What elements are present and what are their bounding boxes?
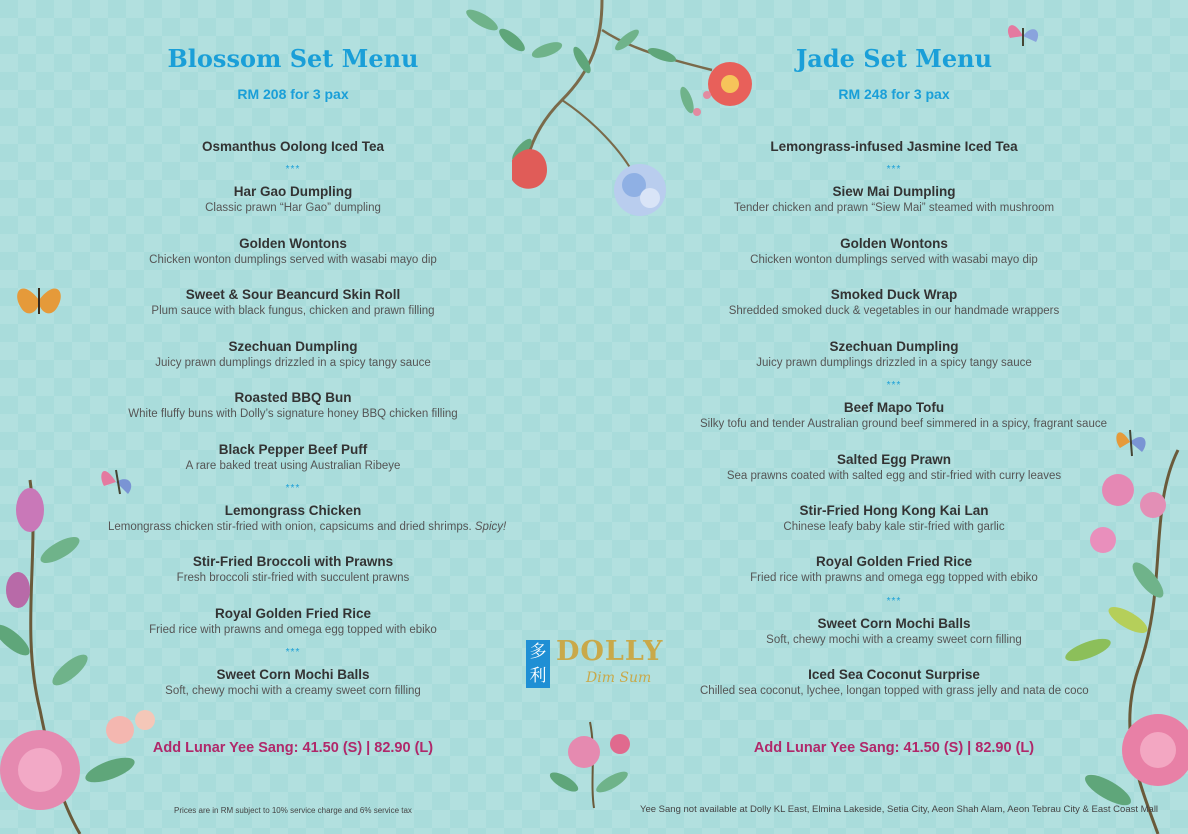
logo-subtitle: Dim Sum [586, 670, 652, 686]
menu-item [108, 235, 478, 268]
menu-item [700, 399, 1107, 432]
item-desc: Juicy prawn dumplings drizzled in a spicy tangy sauce [155, 357, 431, 369]
item-name: Royal Golden Fried Rice [815, 554, 973, 569]
set-title: Blossom Set Menu [167, 44, 419, 73]
yee-sang-addon: Add Lunar Yee Sang: 41.50 (S) | 82.90 (L) [753, 740, 1035, 756]
item-name: Lemongrass-infused Jasmine Iced Tea [770, 139, 1018, 154]
item-name: Smoked Duck Wrap [830, 287, 958, 302]
menu-item [700, 235, 1088, 268]
menu-item [108, 286, 478, 319]
item-name: Golden Wontons [239, 236, 347, 251]
item-desc: Chicken wonton dumplings served with wasabi mayo dip [750, 254, 1038, 266]
item-desc: Classic prawn “Har Gao” dumpling [205, 202, 381, 214]
menu-item [108, 553, 478, 586]
item-name: Stir-Fried Hong Kong Kai Lan [799, 503, 989, 518]
separator: *** [285, 483, 301, 494]
separator: *** [886, 380, 902, 391]
item-name: Osmanthus Oolong Iced Tea [201, 139, 385, 154]
item-desc: Juicy prawn dumplings drizzled in a spicy tangy sauce [756, 357, 1032, 369]
item-name: Lemongrass Chicken [224, 503, 362, 518]
item-desc-text: Lemongrass chicken stir-fried with onion, capsicums and dried shrimps. [108, 521, 472, 533]
bottom-center-floral-icon [550, 712, 638, 808]
logo-wordmark: DOLLY [556, 636, 664, 667]
item-name: Sweet Corn Mochi Balls [817, 616, 971, 631]
item-desc: Shredded smoked duck & vegetables in our handmade wrappers [728, 305, 1060, 317]
menu-item [108, 389, 478, 422]
item-desc: A rare baked treat using Australian Ribeye [185, 460, 401, 472]
item-name: Golden Wontons [840, 236, 948, 251]
menu-drink [700, 138, 1088, 155]
item-name: Sweet Corn Mochi Balls [216, 667, 370, 682]
item-desc: Soft, chewy mochi with a creamy sweet corn filling [165, 685, 421, 697]
menu-item [700, 666, 1088, 699]
yee-sang-addon: Add Lunar Yee Sang: 41.50 (S) | 82.90 (L) [152, 740, 434, 756]
item-desc: Tender chicken and prawn “Siew Mai” steamed with mushroom [733, 202, 1055, 214]
item-desc: Silky tofu and tender Australian ground beef simmered in a spicy, fragrant sauce [700, 418, 1107, 430]
item-desc: Sea prawns coated with salted egg and stir-fried with curry leaves [726, 470, 1062, 482]
menu-drink [108, 138, 478, 155]
item-name: Salted Egg Prawn [836, 452, 952, 467]
set-title: Jade Set Menu [795, 44, 993, 73]
separator: *** [886, 164, 902, 175]
butterfly-icon [12, 278, 66, 324]
item-desc: Chinese leafy baby kale stir-fried with garlic [783, 521, 1005, 533]
menu-item [700, 502, 1088, 535]
item-name: Szechuan Dumpling [228, 339, 358, 354]
separator: *** [285, 164, 301, 175]
item-desc: White fluffy buns with Dolly’s signature honey BBQ chicken filling [128, 408, 458, 420]
availability-footnote: Yee Sang not available at Dolly KL East, Elmina Lakeside, Setia City, Aeon Shah Alam, Aeon Tebrau City & East Coast Mall [640, 804, 1159, 815]
separator: *** [285, 647, 301, 658]
menu-item [108, 183, 478, 216]
item-name: Har Gao Dumpling [233, 184, 353, 199]
menu-item [108, 605, 478, 638]
item-name: Black Pepper Beef Puff [218, 442, 368, 457]
set-price: RM 248 for 3 pax [838, 86, 950, 102]
item-name: Sweet & Sour Beancurd Skin Roll [185, 287, 401, 302]
item-name: Szechuan Dumpling [829, 339, 959, 354]
menu-item [108, 338, 478, 371]
item-name: Iced Sea Coconut Surprise [808, 667, 980, 682]
menu-item [700, 286, 1088, 319]
menu-item [700, 183, 1088, 216]
menu-item [108, 441, 478, 474]
set-price: RM 208 for 3 pax [237, 86, 349, 102]
item-name: Roasted BBQ Bun [234, 390, 352, 405]
item-desc: Fried rice with prawns and omega egg topped with ebiko [750, 572, 1038, 584]
item-name: Royal Golden Fried Rice [214, 606, 372, 621]
item-desc: Fried rice with prawns and omega egg topped with ebiko [149, 624, 437, 636]
item-desc: Fresh broccoli stir-fried with succulent prawns [176, 572, 410, 584]
menu-item [108, 502, 507, 535]
menu-item [700, 553, 1088, 586]
menu-item [108, 666, 478, 699]
menu-item [700, 338, 1088, 371]
item-name: Siew Mai Dumpling [832, 184, 956, 199]
logo-chinese-mark: 多利 [526, 640, 550, 688]
item-desc: Chicken wonton dumplings served with wasabi mayo dip [149, 254, 437, 266]
dolly-dim-sum-logo [526, 636, 664, 692]
menu-item [700, 615, 1088, 648]
item-name: Beef Mapo Tofu [843, 400, 945, 415]
spicy-note: Spicy! [474, 521, 507, 533]
item-desc: Plum sauce with black fungus, chicken and prawn filling [151, 305, 435, 317]
menu-item [700, 451, 1088, 484]
service-charge-footnote: Prices are in RM subject to 10% service charge and 6% service tax [174, 806, 412, 815]
item-name: Stir-Fried Broccoli with Prawns [192, 554, 394, 569]
item-desc: Chilled sea coconut, lychee, longan topped with grass jelly and nata de coco [700, 685, 1089, 697]
item-desc: Soft, chewy mochi with a creamy sweet corn filling [766, 634, 1022, 646]
separator: *** [886, 596, 902, 607]
item-desc [108, 520, 507, 535]
